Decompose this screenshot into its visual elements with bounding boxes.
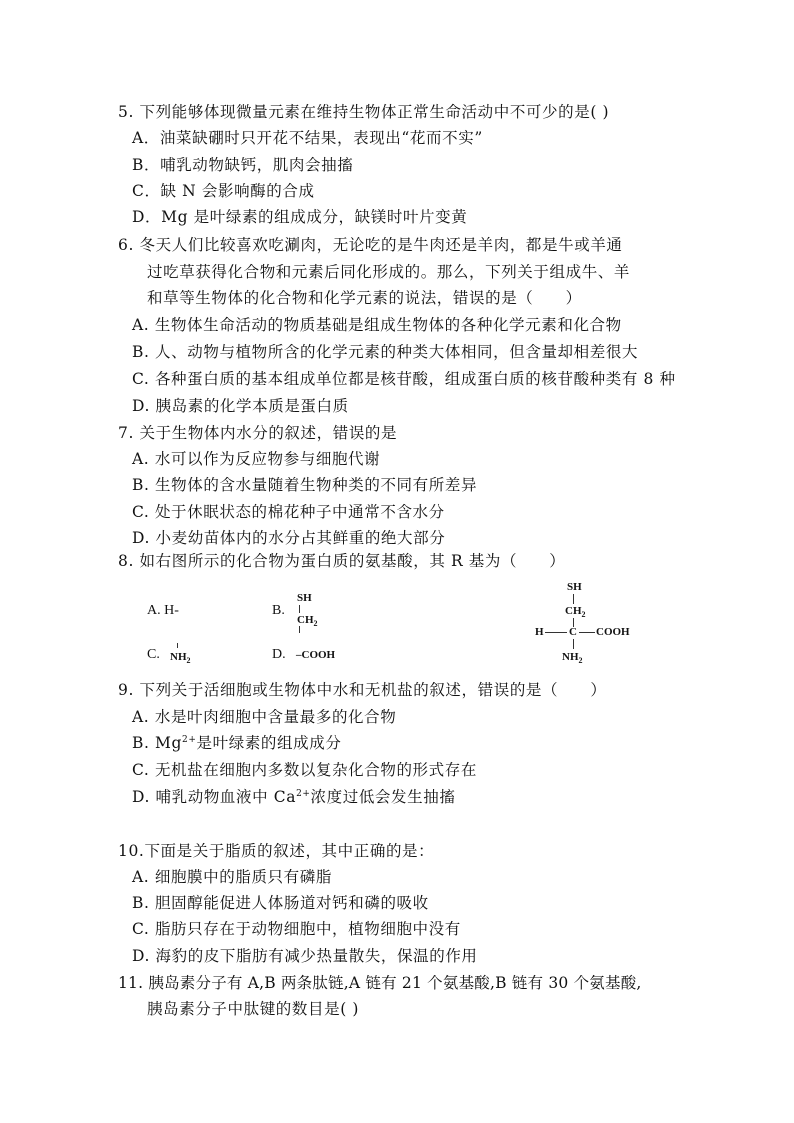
q5-option-a: A．油菜缺硼时只开花不结果，表现出“花而不实” — [132, 129, 483, 147]
structure-bond-nh2 — [573, 639, 574, 649]
q10-option-c: C. 脂肪只存在于动物细胞中，植物细胞中没有 — [132, 920, 461, 938]
q6-option-b: B. 人、动物与植物所含的化学元素的种类大体相同，但含量却相差很大 — [132, 343, 639, 361]
q9-option-b: B. $Mg^{2+}$是叶绿素的组成成分 — [132, 734, 342, 752]
q5-option-d: D．Mg 是叶绿素的组成成分，缺镁时叶片变黄 — [132, 208, 468, 226]
q5-option-c: C．缺 N 会影响酶的合成 — [132, 182, 315, 200]
q6-option-c: C. 各种蛋白质的基本组成单位都是核苷酸，组成蛋白质的核苷酸种类有 8 种 — [132, 370, 676, 388]
q9-option-a: A. 水是叶肉细胞中含量最多的化合物 — [132, 708, 397, 726]
q11-stem-line-2: 胰岛素分子中肽键的数目是( ) — [147, 1000, 360, 1018]
q7-option-b: B. 生物体的含水量随着生物种类的不同有所差异 — [132, 476, 478, 494]
q5-option-b: B．哺乳动物缺钙，肌肉会抽搐 — [132, 156, 354, 174]
structure-sh: SH — [567, 581, 582, 593]
q10-option-a: A. 细胞膜中的脂质只有磷脂 — [132, 868, 332, 886]
q6-stem-line-2: 过吃草获得化合物和元素后同化形成的。那么，下列关于组成牛、羊 — [147, 263, 631, 281]
q8-stem: 8. 如右图所示的化合物为蛋白质的氨基酸，其 R 基为（ ） — [118, 552, 566, 570]
structure-nh2: $NH_2$ — [562, 651, 583, 666]
q8-option-d-label: D. — [272, 647, 286, 662]
structure-h: H — [535, 626, 544, 638]
q8-option-b-label: B. — [272, 603, 285, 618]
q9-stem: 9. 下列关于活细胞或生物体中水和无机盐的叙述，错误的是（ ） — [118, 681, 607, 699]
structure-bond-h — [545, 632, 567, 633]
q7-option-a: A. 水可以作为反应物参与细胞代谢 — [132, 450, 381, 468]
q8-option-b-ch2: $CH_2$ — [297, 614, 318, 629]
q6-stem-line-1: 6. 冬天人们比较喜欢吃涮肉，无论吃的是牛肉还是羊肉，都是牛或羊通 — [118, 236, 623, 254]
structure-cooh: COOH — [596, 626, 630, 638]
q8-option-c-bond — [177, 643, 178, 648]
q8-option-c-label: C. — [147, 647, 160, 662]
structure-c: C — [569, 626, 577, 638]
q5-stem: 5. 下列能够体现微量元素在维持生物体正常生命活动中不可少的是( ) — [118, 103, 610, 121]
q9-option-c: C. 无机盐在细胞内多数以复杂化合物的形式存在 — [132, 761, 477, 779]
q10-stem: 10.下面是关于脂质的叙述，其中正确的是： — [118, 842, 435, 860]
structure-bond-sh — [573, 594, 574, 604]
q8-option-b-sh: SH — [297, 592, 312, 604]
q9-option-d: D. 哺乳动物血液中 $Ca^{2+}$浓度过低会发生抽搐 — [132, 788, 456, 806]
q8-option-b-bond-top — [299, 605, 300, 613]
structure-ch2: $CH_2$ — [565, 605, 586, 620]
q6-option-a: A. 生物体生命活动的物质基础是组成生物体的各种化学元素和化合物 — [132, 316, 622, 334]
q8-option-c-nh2: $NH_2$ — [170, 651, 191, 666]
q7-option-d: D. 小麦幼苗体内的水分占其鲜重的绝大部分 — [132, 529, 446, 547]
q6-option-d: D. 胰岛素的化学本质是蛋白质 — [132, 397, 349, 415]
q7-option-c: C. 处于休眠状态的棉花种子中通常不含水分 — [132, 503, 445, 521]
structure-bond-cooh — [579, 632, 595, 633]
q8-option-b-bond-bottom — [299, 626, 300, 633]
q11-stem-line-1: 11. 胰岛素分子有 A,B 两条肽链,A 链有 21 个氨基酸,B 链有 30 个氨基酸, — [118, 974, 642, 992]
q8-option-a: A. H- — [147, 603, 179, 618]
q10-option-b: B. 胆固醇能促进人体肠道对钙和磷的吸收 — [132, 894, 429, 912]
q6-stem-line-3: 和草等生物体的化合物和化学元素的说法，错误的是（ ） — [147, 289, 582, 307]
q10-option-d: D. 海豹的皮下脂肪有减少热量散失，保温的作用 — [132, 947, 478, 965]
q8-option-d-cooh: –COOH — [296, 649, 336, 661]
q7-stem: 7. 关于生物体内水分的叙述，错误的是 — [118, 424, 398, 442]
